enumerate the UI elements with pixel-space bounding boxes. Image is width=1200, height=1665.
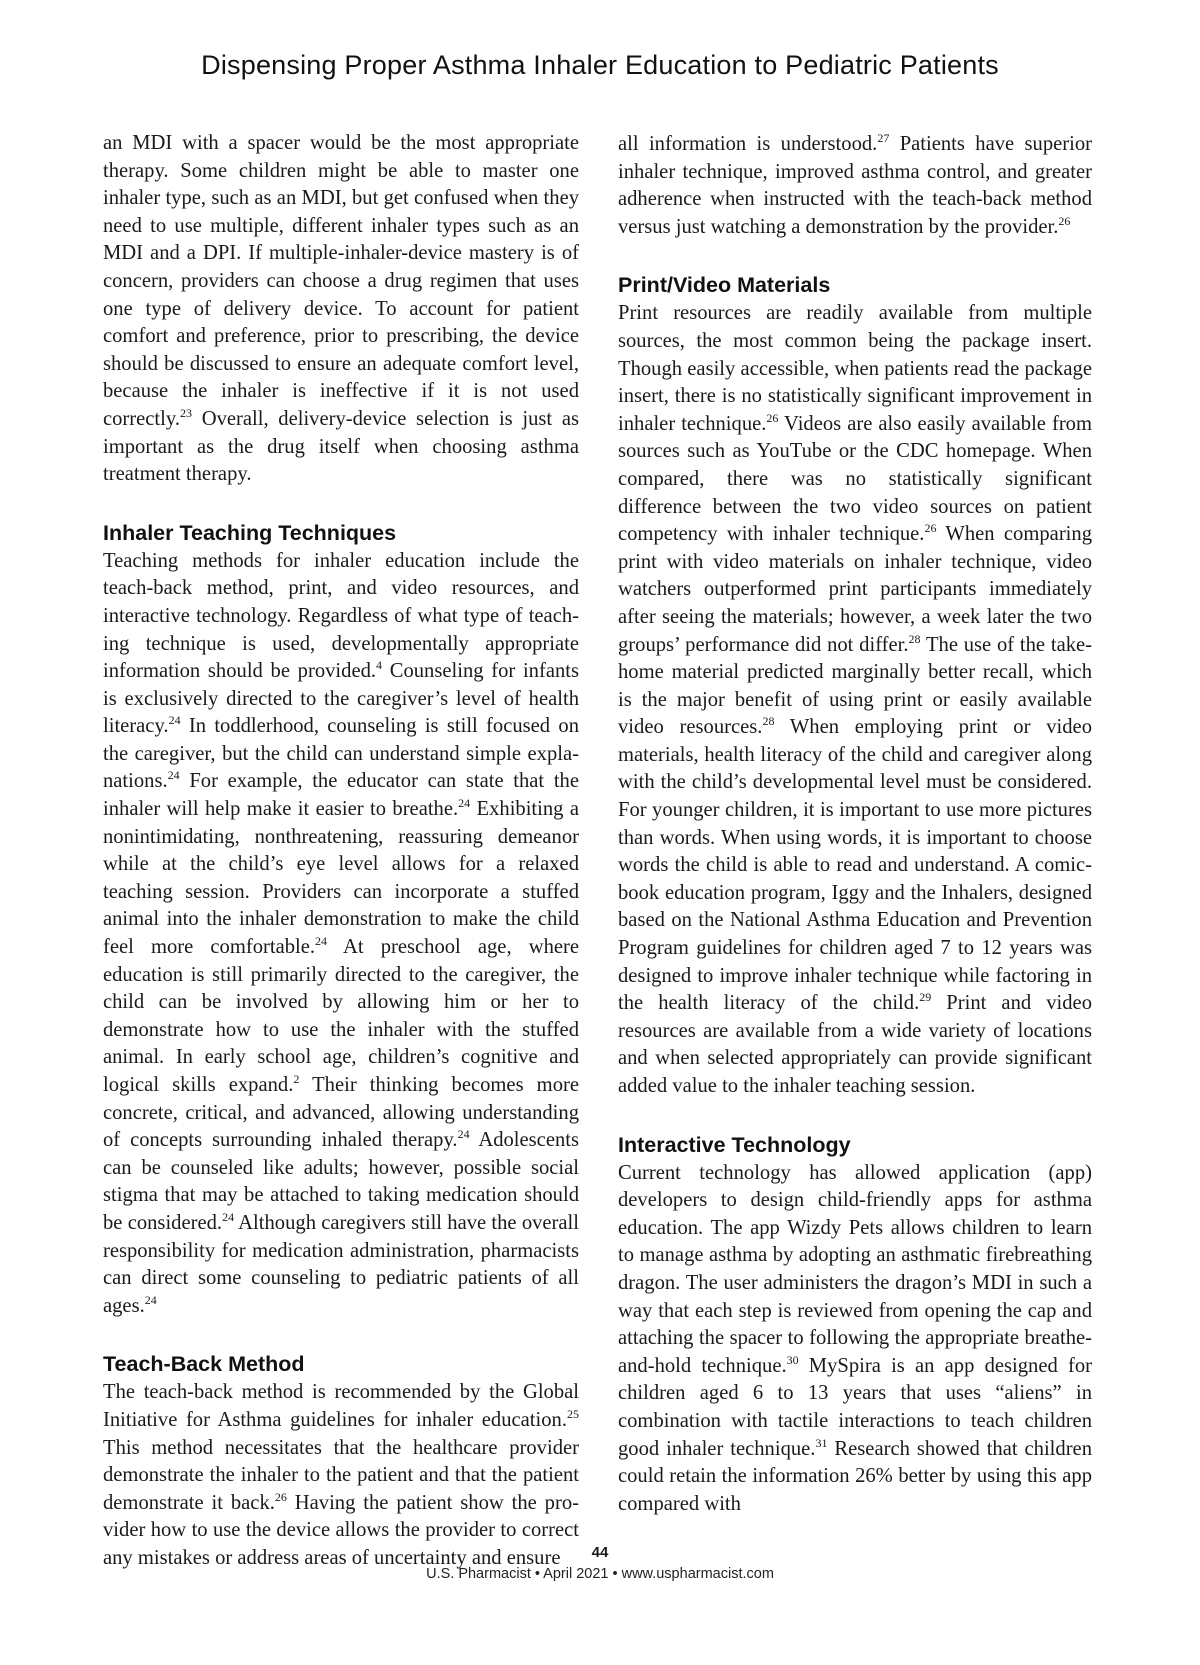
left-column	[103, 130, 579, 1573]
body-paragraph: The teach-back method is recommended by the Global Initiative for Asthma guidelines for inhaler education.$^{25}$ This method necessitates that the healthcare provider demonstrate the inhaler to the patient and that the patient demonstrate it back.$^{26}$ Having the patient show the provider how to use the device allows the provider to correct any mistakes or address areas of uncertainty and ensure	[103, 1381, 579, 1569]
running-header-title: Dispensing Proper Asthma Inhaler Education to Pediatric Patients	[201, 50, 999, 80]
right-column	[618, 131, 1092, 1518]
body-paragraph: an MDI with a spacer would be the most appropriate therapy. Some children might be able to master one inhaler type, such as an MDI, but get confused when they need to use multiple, different inhaler types such as an MDI and a DPI. If multiple-inhaler-device mastery is of concern, providers can choose a drug regimen that uses one type of delivery device. To account for patient comfort and preference, prior to prescribing, the device should be discussed to ensure an adequate comfort level, because the inhaler is ineffective if it is not used correctly.$^{23}$ Overall, delivery-device selection is just as important as the drug itself when choosing asthma treatment therapy.	[103, 132, 579, 486]
section-heading-teach-back-method: Teach-Back Method	[103, 1352, 305, 1377]
section-heading-print-video-materials: Print/Video Materials	[618, 273, 831, 298]
publication-footer: U.S. Pharmacist • April 2021 • www.uspharmacist.com	[426, 1566, 774, 1582]
body-paragraph: all information is understood.$^{27}$ Patients have superior inhaler technique, improved asthma control, and greater adherence when instructed with the teach-back method versus just watching a demonstration by the provider.$^{26}$	[618, 131, 1093, 238]
section-heading-inhaler-teaching-techniques: Inhaler Teaching Techniques	[103, 520, 397, 545]
body-paragraph: Teaching methods for inhaler education include the teach-back method, print, and video resources, and interactive technology. Regardless of what type of teaching technique is used, developmentally appropriate information should be provided.$^4$ Counseling for infants is exclusively directed to the caregiver’s level of health literacy.$^{24}$ In toddlerhood, counseling is still focused on the caregiver, but the child can understand simple explanations.$^{24}$ For example, the educator can state that the inhaler will help make it easier to breathe.$^{24}$ Exhibiting a nonintimidating, nonthreatening, reassuring demeanor while at the child’s eye level allows for a relaxed teaching session. Providers can incorporate a stuffed animal into the inhaler demonstration to make the child feel more comfortable.$^{24}$ At preschool age, where education is still primarily directed to the caregiver, the child can be involved by allowing him or her to demonstrate how to use the inhaler with the stuffed animal. In early school age, children’s cognitive and logical skills expand.$^2$ Their thinking becomes more concrete, critical, and advanced, allowing understanding of concepts surrounding inhaled therapy.$^{24}$ Adolescents can be counseled like adults; however, possible social stigma that may be attached to taking medication should be considered.$^{24}$ Although caregivers still have the overall responsibility for medication administration, pharmacists can direct some counseling to pediatric patients of all ages.$^{24}$	[103, 549, 580, 1317]
body-paragraph: Current technology has allowed application (app) developers to design child-friendly apps for asthma education. The app Wizdy Pets allows children to learn to manage asthma by adopting an asthmatic firebreathing dragon. The user administers the dragon’s MDI in such a way that each step is reviewed from opening the cap and attaching the spacer to following the appropriate breathe-and-hold technique.$^{30}$ MySpira is an app designed for children aged 6 to 13 years that uses “aliens” in combination with tactile interactions to teach children good inhaler technique.$^{31}$ Research showed that children could retain the information 26% better by using this app compared with	[618, 1161, 1092, 1515]
page-number: 44	[591, 1544, 609, 1561]
section-heading-interactive-technology: Interactive Technology	[618, 1132, 851, 1157]
body-paragraph: Print resources are readily available from multiple sources, the most common being the package insert. Though easily accessible, when patients read the package insert, there is no statistically significant improvement in inhaler technique.$^{26}$ Videos are also easily available from sources such as YouTube or the CDC homepage. When compared, there was no statistically significant difference between the two video sources on patient competency with inhaler technique.$^{26}$ When comparing print with video materials on inhaler technique, video watchers outperformed print participants immediately after seeing the materials; however, a week later the two groups’ performance did not differ.$^{28}$ The use of the take-home material predicted marginally better recall, which is the major benefit of using print or easily available video resources.$^{28}$ When employing print or video materials, health literacy of the child and caregiver along with the child’s developmental level must be considered. For younger children, it is important to use more pictures than words. When using words, it is important to choose words the child is able to read and understand. A comic-book education program, Iggy and the Inhalers, designed based on the National Asthma Education and Prevention Program guidelines for children aged 7 to 12 years was designed to improve inhaler technique while factoring in the health literacy of the child.$^{29}$ Print and video resources are available from a wide variety of locations and when selected appropriately can provide significant added value to the inhaler teaching session.	[618, 302, 1092, 1097]
